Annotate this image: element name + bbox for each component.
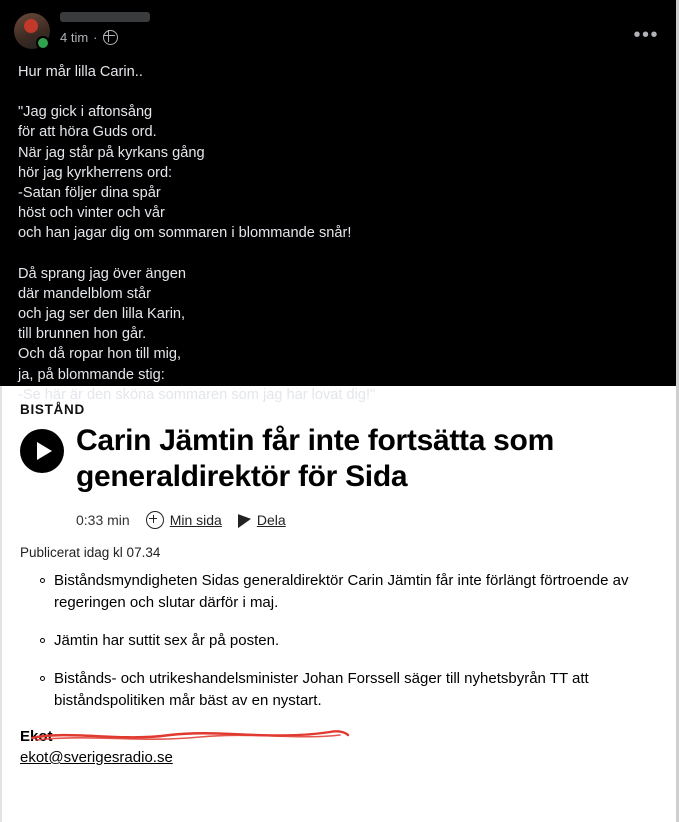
- page-title: Carin Jämtin får inte fortsätta som generaldirektör för Sida: [76, 424, 554, 493]
- post-text: [0, 56, 679, 405]
- verse1-line1: "Jag gick i aftonsång: [18, 104, 153, 121]
- verse2-line5: Och då ropar hon till mig,: [18, 346, 182, 363]
- text-gap-2: [18, 244, 661, 264]
- post-meta: [60, 30, 118, 45]
- verse1-line2: för att höra Guds ord.: [18, 124, 157, 141]
- verse2-line2: där mandelblom står: [18, 285, 152, 302]
- source-name: Ekot: [20, 728, 53, 745]
- online-status-dot: [36, 36, 50, 50]
- article-actions: [76, 511, 659, 529]
- headline-row: [20, 423, 659, 495]
- post-header: [0, 14, 679, 56]
- share-arrow-icon: [238, 512, 251, 528]
- plus-circle-icon: [146, 511, 164, 529]
- list-item: Bistånds- och utrikeshandelsminister Johan Forssell säger till nyhetsbyrån TT att biståndspolitiken mår bäst av en nystart.: [40, 668, 659, 712]
- list-item: Jämtin har suttit sex år på posten.: [40, 630, 659, 652]
- list-item: Biståndsmyndigheten Sidas generaldirektör Carin Jämtin får inte förlängt förtroende av regeringen och slutar därför i maj.: [40, 570, 659, 614]
- verse1-line5: -Satan följer dina spår: [18, 185, 161, 202]
- post-timestamp: 4 tim: [60, 29, 89, 45]
- left-border: [0, 386, 2, 822]
- author-name-redacted[interactable]: [60, 12, 150, 22]
- audio-duration: 0:33 min: [76, 512, 130, 528]
- save-to-my-page-button[interactable]: [146, 511, 222, 529]
- verse1-line7: och han jagar dig om sommaren i blommande snår!: [18, 225, 352, 242]
- verse1-line6: höst och vinter och vår: [18, 205, 165, 222]
- separator-dot: ·: [93, 29, 98, 45]
- globe-icon: [103, 30, 118, 45]
- play-icon[interactable]: [20, 429, 64, 473]
- post-greeting: Hur mår lilla Carin..: [18, 64, 143, 80]
- ellipsis-icon[interactable]: •••: [633, 24, 659, 46]
- verse2-line1: Då sprang jag över ängen: [18, 265, 186, 282]
- share-button[interactable]: [238, 512, 286, 528]
- verse2-line7: -Se här är den sköna sommaren som jag har lovat dig!": [18, 386, 376, 403]
- news-article-card: [0, 386, 679, 766]
- save-button-label: Min sida: [169, 512, 222, 528]
- verse2-line4: till brunnen hon går.: [18, 326, 147, 343]
- verse1-line3: När jag står på kyrkans gång: [18, 144, 205, 161]
- article-summary-list: [20, 570, 659, 712]
- facebook-post: [0, 0, 679, 403]
- article-kicker: BISTÅND: [20, 402, 85, 417]
- verse2-line3: och jag ser den lilla Karin,: [18, 306, 186, 323]
- published-timestamp: Publicerat idag kl 07.34: [20, 545, 161, 560]
- text-gap: [18, 82, 661, 102]
- verse2-line6: ja, på blommande stig:: [18, 366, 165, 383]
- verse1-line4: hör jag kyrkherrens ord:: [18, 164, 173, 181]
- share-button-label: Dela: [256, 512, 286, 528]
- source-email-link[interactable]: ekot@sverigesradio.se: [20, 749, 173, 766]
